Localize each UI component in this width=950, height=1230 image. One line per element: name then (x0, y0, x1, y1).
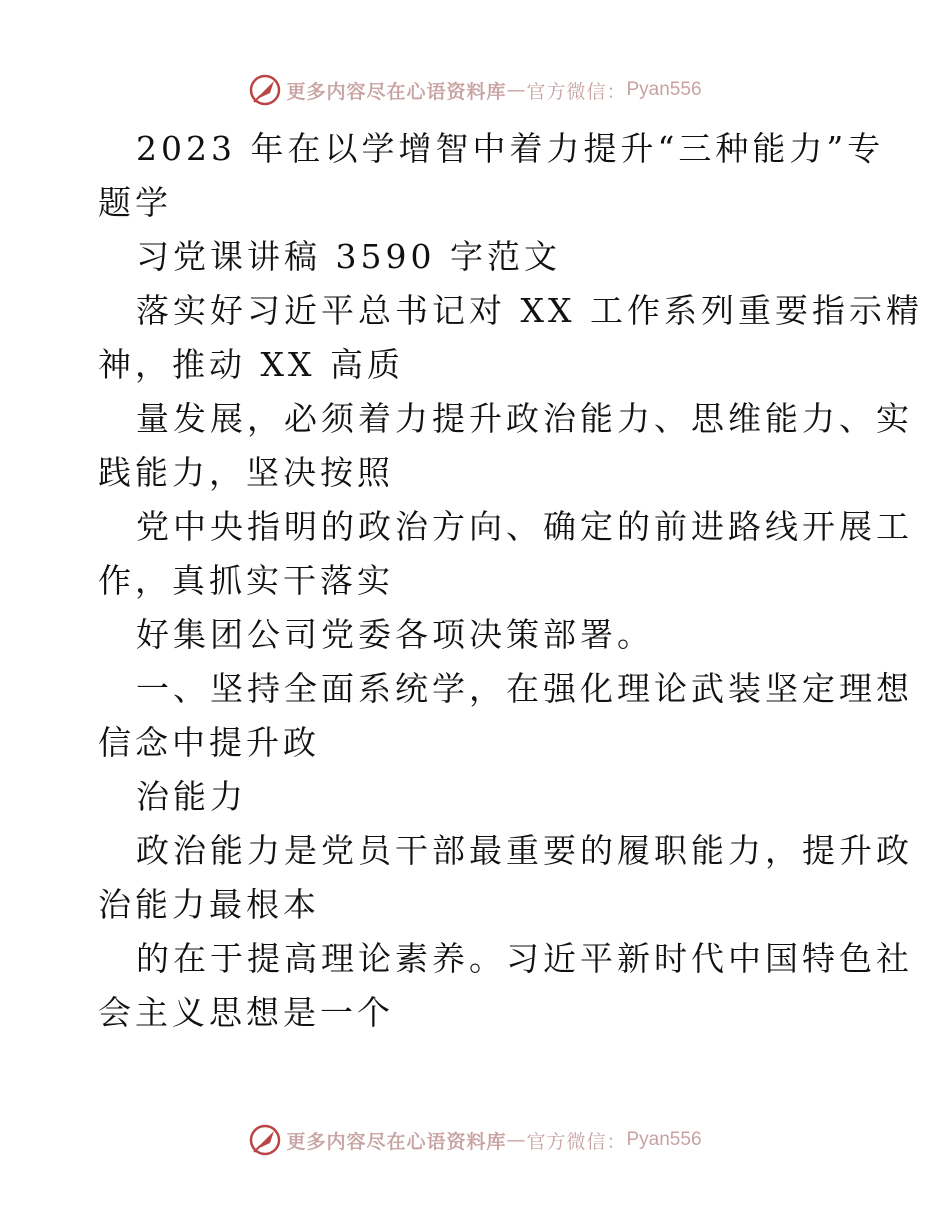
title-line-1: 2023 年在以学增智中着力提升“三种能力”专 (136, 129, 885, 168)
section-heading-line: 一、坚持全面系统学，在强化理论武装坚定理想 (136, 669, 913, 708)
paragraph-line: 好集团公司党委各项决策部署。 (136, 615, 654, 654)
section-heading-line: 信念中提升政 (98, 723, 320, 762)
footer-banner (0, 1120, 950, 1160)
paragraph-line: 神，推动 XX 高质 (98, 345, 404, 384)
banner-wechat-label: 官方微信： (526, 1130, 627, 1153)
banner-title: 更多内容尽在心语资料库 (286, 80, 507, 103)
paragraph-line: 党中央指明的政治方向、确定的前进路线开展工 (136, 507, 913, 546)
banner-wechat-label: 官方微信： (526, 80, 627, 103)
paragraph-line: 的在于提高理论素养。习近平新时代中国特色社 (136, 939, 913, 978)
banner-handle: Pyan556 (626, 1129, 702, 1150)
paragraph-line: 政治能力是党员干部最重要的履职能力，提升政 (136, 831, 913, 870)
banner-separator: — (506, 79, 527, 101)
title-line-2: 题学 (98, 183, 172, 222)
paragraph-line: 落实好习近平总书记对 XX 工作系列重要指示精 (136, 291, 923, 330)
banner-title: 更多内容尽在心语资料库 (286, 1130, 507, 1153)
banner-separator: — (506, 1129, 527, 1151)
quill-logo-icon (248, 73, 282, 107)
title-line-3: 习党课讲稿 3590 字范文 (136, 237, 561, 276)
banner-handle: Pyan556 (626, 79, 702, 100)
document-body (98, 122, 923, 1040)
paragraph-line: 作，真抓实干落实 (98, 561, 394, 600)
paragraph-line: 会主义思想是一个 (98, 993, 394, 1032)
paragraph-line: 量发展，必须着力提升政治能力、思维能力、实 (136, 399, 913, 438)
paragraph-line: 践能力，坚决按照 (98, 453, 394, 492)
section-heading-line: 治能力 (136, 777, 247, 816)
paragraph-line: 治能力最根本 (98, 885, 320, 924)
quill-logo-icon (248, 1123, 282, 1157)
header-banner (0, 70, 950, 110)
